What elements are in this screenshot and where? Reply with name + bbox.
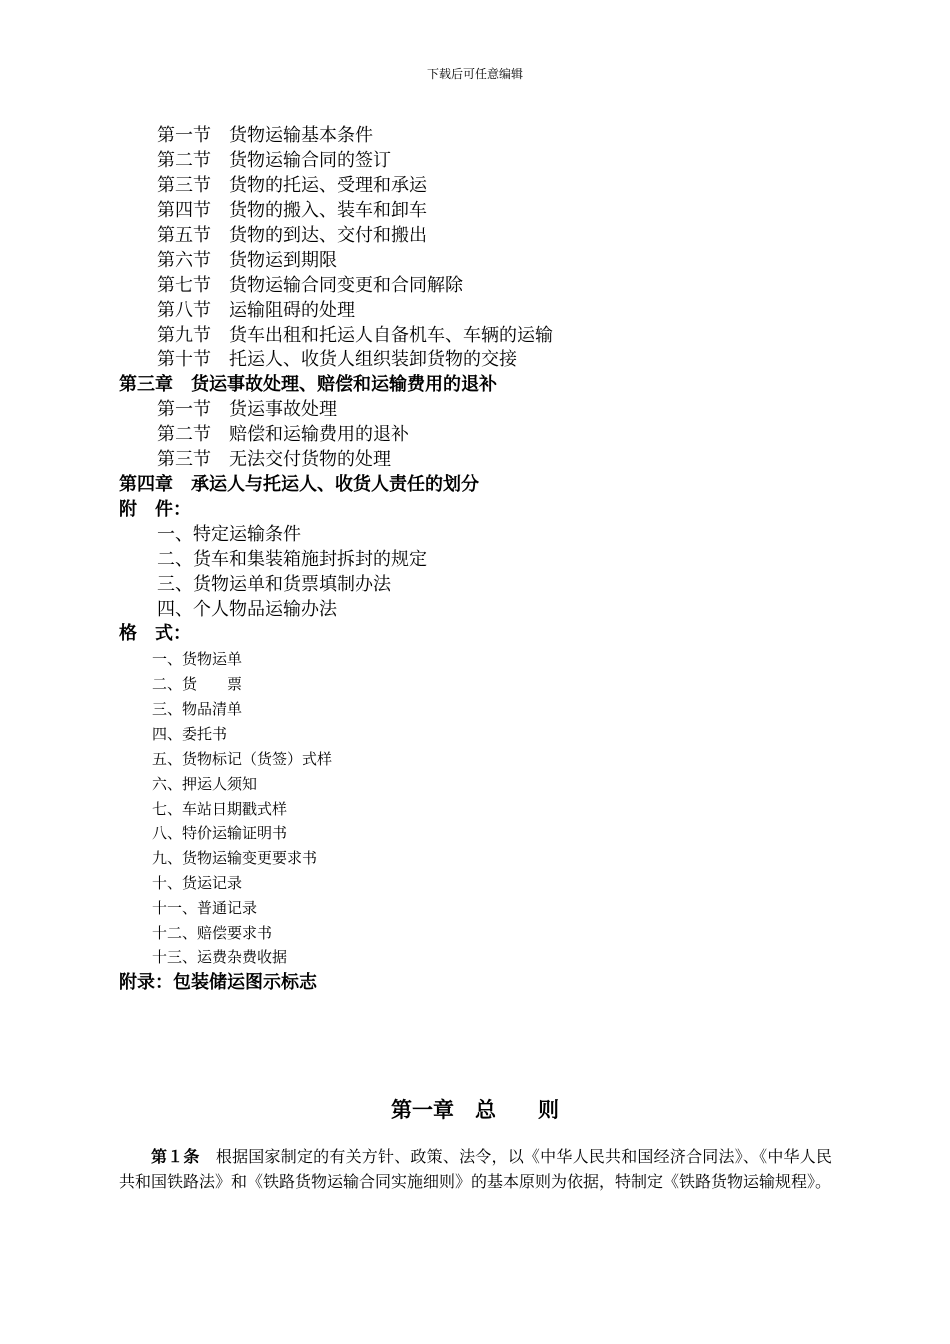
toc-section: 第七节 货物运输合同变更和合同解除 [157,275,463,296]
toc-section: 第一节 货运事故处理 [157,399,337,420]
format-item: 一、货物运单 [152,650,243,668]
toc-chapter-heading: 第四章 承运人与托运人、收货人责任的划分 [119,474,479,495]
toc-section: 第二节 赔偿和运输费用的退补 [157,424,409,445]
format-item: 九、货物运输变更要求书 [152,849,318,867]
chapter-title: 第一章 总 则 [391,1097,559,1122]
format-item: 五、货物标记（货签）式样 [152,750,333,768]
toc-section: 第一节 货物运输基本条件 [157,125,373,146]
format-item: 四、委托书 [152,725,228,743]
toc-section: 第八节 运输阻碍的处理 [157,300,355,321]
toc-section: 第三节 无法交付货物的处理 [157,449,391,470]
attachments-heading: 附 件： [119,499,191,520]
appendix-heading: 附录：包装储运图示标志 [119,972,317,993]
attachment-item: 四、个人物品运输办法 [157,599,337,620]
format-item: 十一、普通记录 [152,899,258,917]
article-label: 第１条 [151,1147,200,1166]
toc-section: 第三节 货物的托运、受理和承运 [157,175,427,196]
toc-section: 第九节 货车出租和托运人自备机车、车辆的运输 [157,325,553,346]
format-item: 六、押运人须知 [152,775,258,793]
toc-section: 第五节 货物的到达、交付和搬出 [157,225,427,246]
page-header-note: 下载后可任意编辑 [426,67,523,81]
toc-section: 第四节 货物的搬入、装车和卸车 [157,200,427,221]
toc-section: 第六节 货物运到期限 [157,250,337,271]
article-1-paragraph [119,1144,832,1194]
attachment-item: 三、货物运单和货票填制办法 [157,574,391,595]
formats-heading: 格 式： [119,623,191,644]
attachment-item: 二、货车和集装箱施封拆封的规定 [157,549,427,570]
toc-section: 第十节 托运人、收货人组织装卸货物的交接 [157,349,517,370]
format-item: 十二、赔偿要求书 [152,924,273,942]
format-item: 十、货运记录 [152,874,243,892]
format-item: 三、物品清单 [152,700,243,718]
format-item: 七、车站日期戳式样 [152,800,288,818]
format-item: 二、货 票 [152,675,243,693]
format-item: 十三、运费杂费收据 [152,948,288,966]
toc-chapter-heading: 第三章 货运事故处理、赔偿和运输费用的退补 [119,374,497,395]
attachment-item: 一、特定运输条件 [157,524,301,545]
toc-section: 第二节 货物运输合同的签订 [157,150,391,171]
article-text: 根据国家制定的有关方针、政策、法令，以《中华人民共和国经济合同法》、《中华人民共和国铁路法》和《铁路货物运输合同实施细则》的基本原则为依据，特制定《铁路货物运输规程》。 [119,1147,832,1191]
format-item: 八、特价运输证明书 [152,824,288,842]
